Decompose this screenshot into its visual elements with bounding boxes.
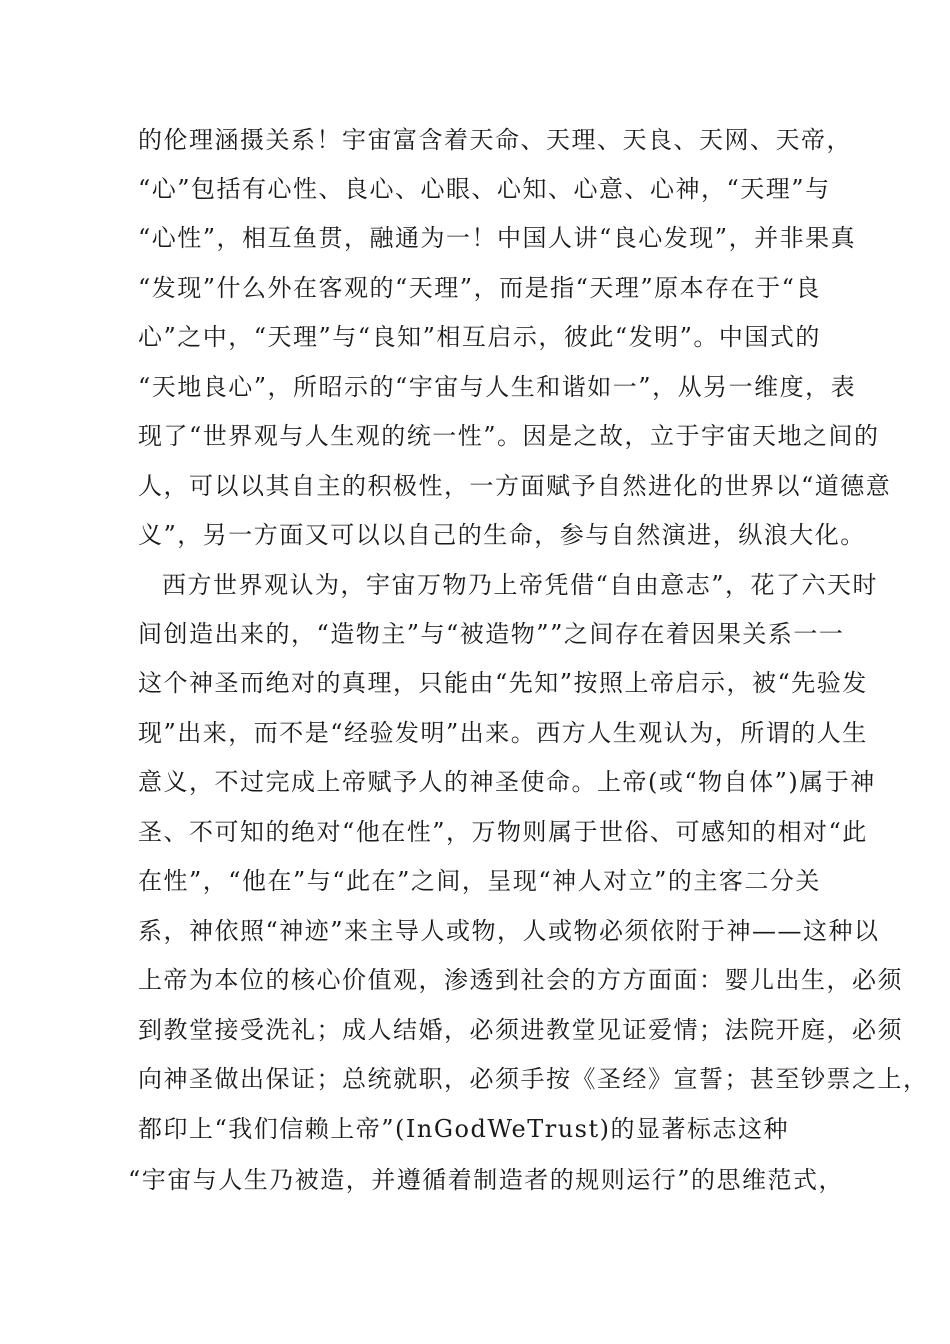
text-line: “心”包括有心性、良心、心眼、心知、心意、心神，“天理”与 (138, 175, 831, 203)
text-line: 系，神依照“神迹”来主导人或物，人或物必须依附于神——这种以 (138, 917, 880, 945)
text-line: 心”之中，“天理”与“良知”相互启示，彼此“发明”。中国式的 (138, 323, 821, 351)
text-line: 上帝为本位的核心价值观，渗透到社会的方方面面：婴儿出生，必须 (138, 966, 903, 994)
text-line: 现了“世界观与人生观的统一性”。因是之故，立于宇宙天地之间的 (138, 422, 880, 450)
text-line: “宇宙与人生乃被造，并遵循着制造者的规则运行”的思维范式， (128, 1166, 845, 1194)
text-line: 的伦理涵摄关系！宇宙富含着天命、天理、天良、天网、天帝， (138, 126, 852, 154)
text-line: “心性”，相互鱼贯，融通为一！中国人讲“良心发现”，并非果真 (138, 224, 857, 252)
text-line: 都印上“我们信赖上帝”(InGodWeTrust)的显著标志这种 (138, 1115, 789, 1143)
text-line: 意义，不过完成上帝赋予人的神圣使命。上帝(或“物自体”)属于神 (138, 768, 876, 796)
text-line: 在性”，“他在”与“此在”之间，呈现“神人对立”的主客二分关 (138, 867, 821, 895)
text-line: 间创造出来的，“造物主”与“被造物””之间存在着因果关系一一 (138, 620, 845, 648)
text-line: “发现”什么外在客观的“天理”，而是指“天理”原本存在于“良 (138, 274, 821, 302)
paragraph-first-line: 西方世界观认为，宇宙万物乃上帝凭借“自由意志”，花了六天时 (162, 571, 879, 599)
text-line: 义”，另一方面又可以以自己的生命，参与自然演进，纵浪大化。 (138, 521, 866, 549)
text-line: “天地良心”，所昭示的“宇宙与人生和谐如一”，从另一维度，表 (138, 373, 857, 401)
text-line: 这个神圣而绝对的真理，只能由“先知”按照上帝启示，被“先验发 (138, 669, 868, 697)
text-line: 现”出来，而不是“经验发明”出来。西方人生观认为，所谓的人生 (138, 719, 868, 747)
text-line: 圣、不可知的绝对“他在性”，万物则属于世俗、可感知的相对“此 (138, 818, 868, 846)
text-line: 到教堂接受洗礼；成人结婚，必须进教堂见证爱情；法院开庭，必须 (138, 1016, 903, 1044)
text-line: 人，可以以其自主的积极性，一方面赋予自然进化的世界以“道德意 (138, 472, 892, 500)
text-line: 向神圣做出保证；总统就职，必须手按《圣经》宣誓；甚至钞票之上， (138, 1065, 929, 1093)
